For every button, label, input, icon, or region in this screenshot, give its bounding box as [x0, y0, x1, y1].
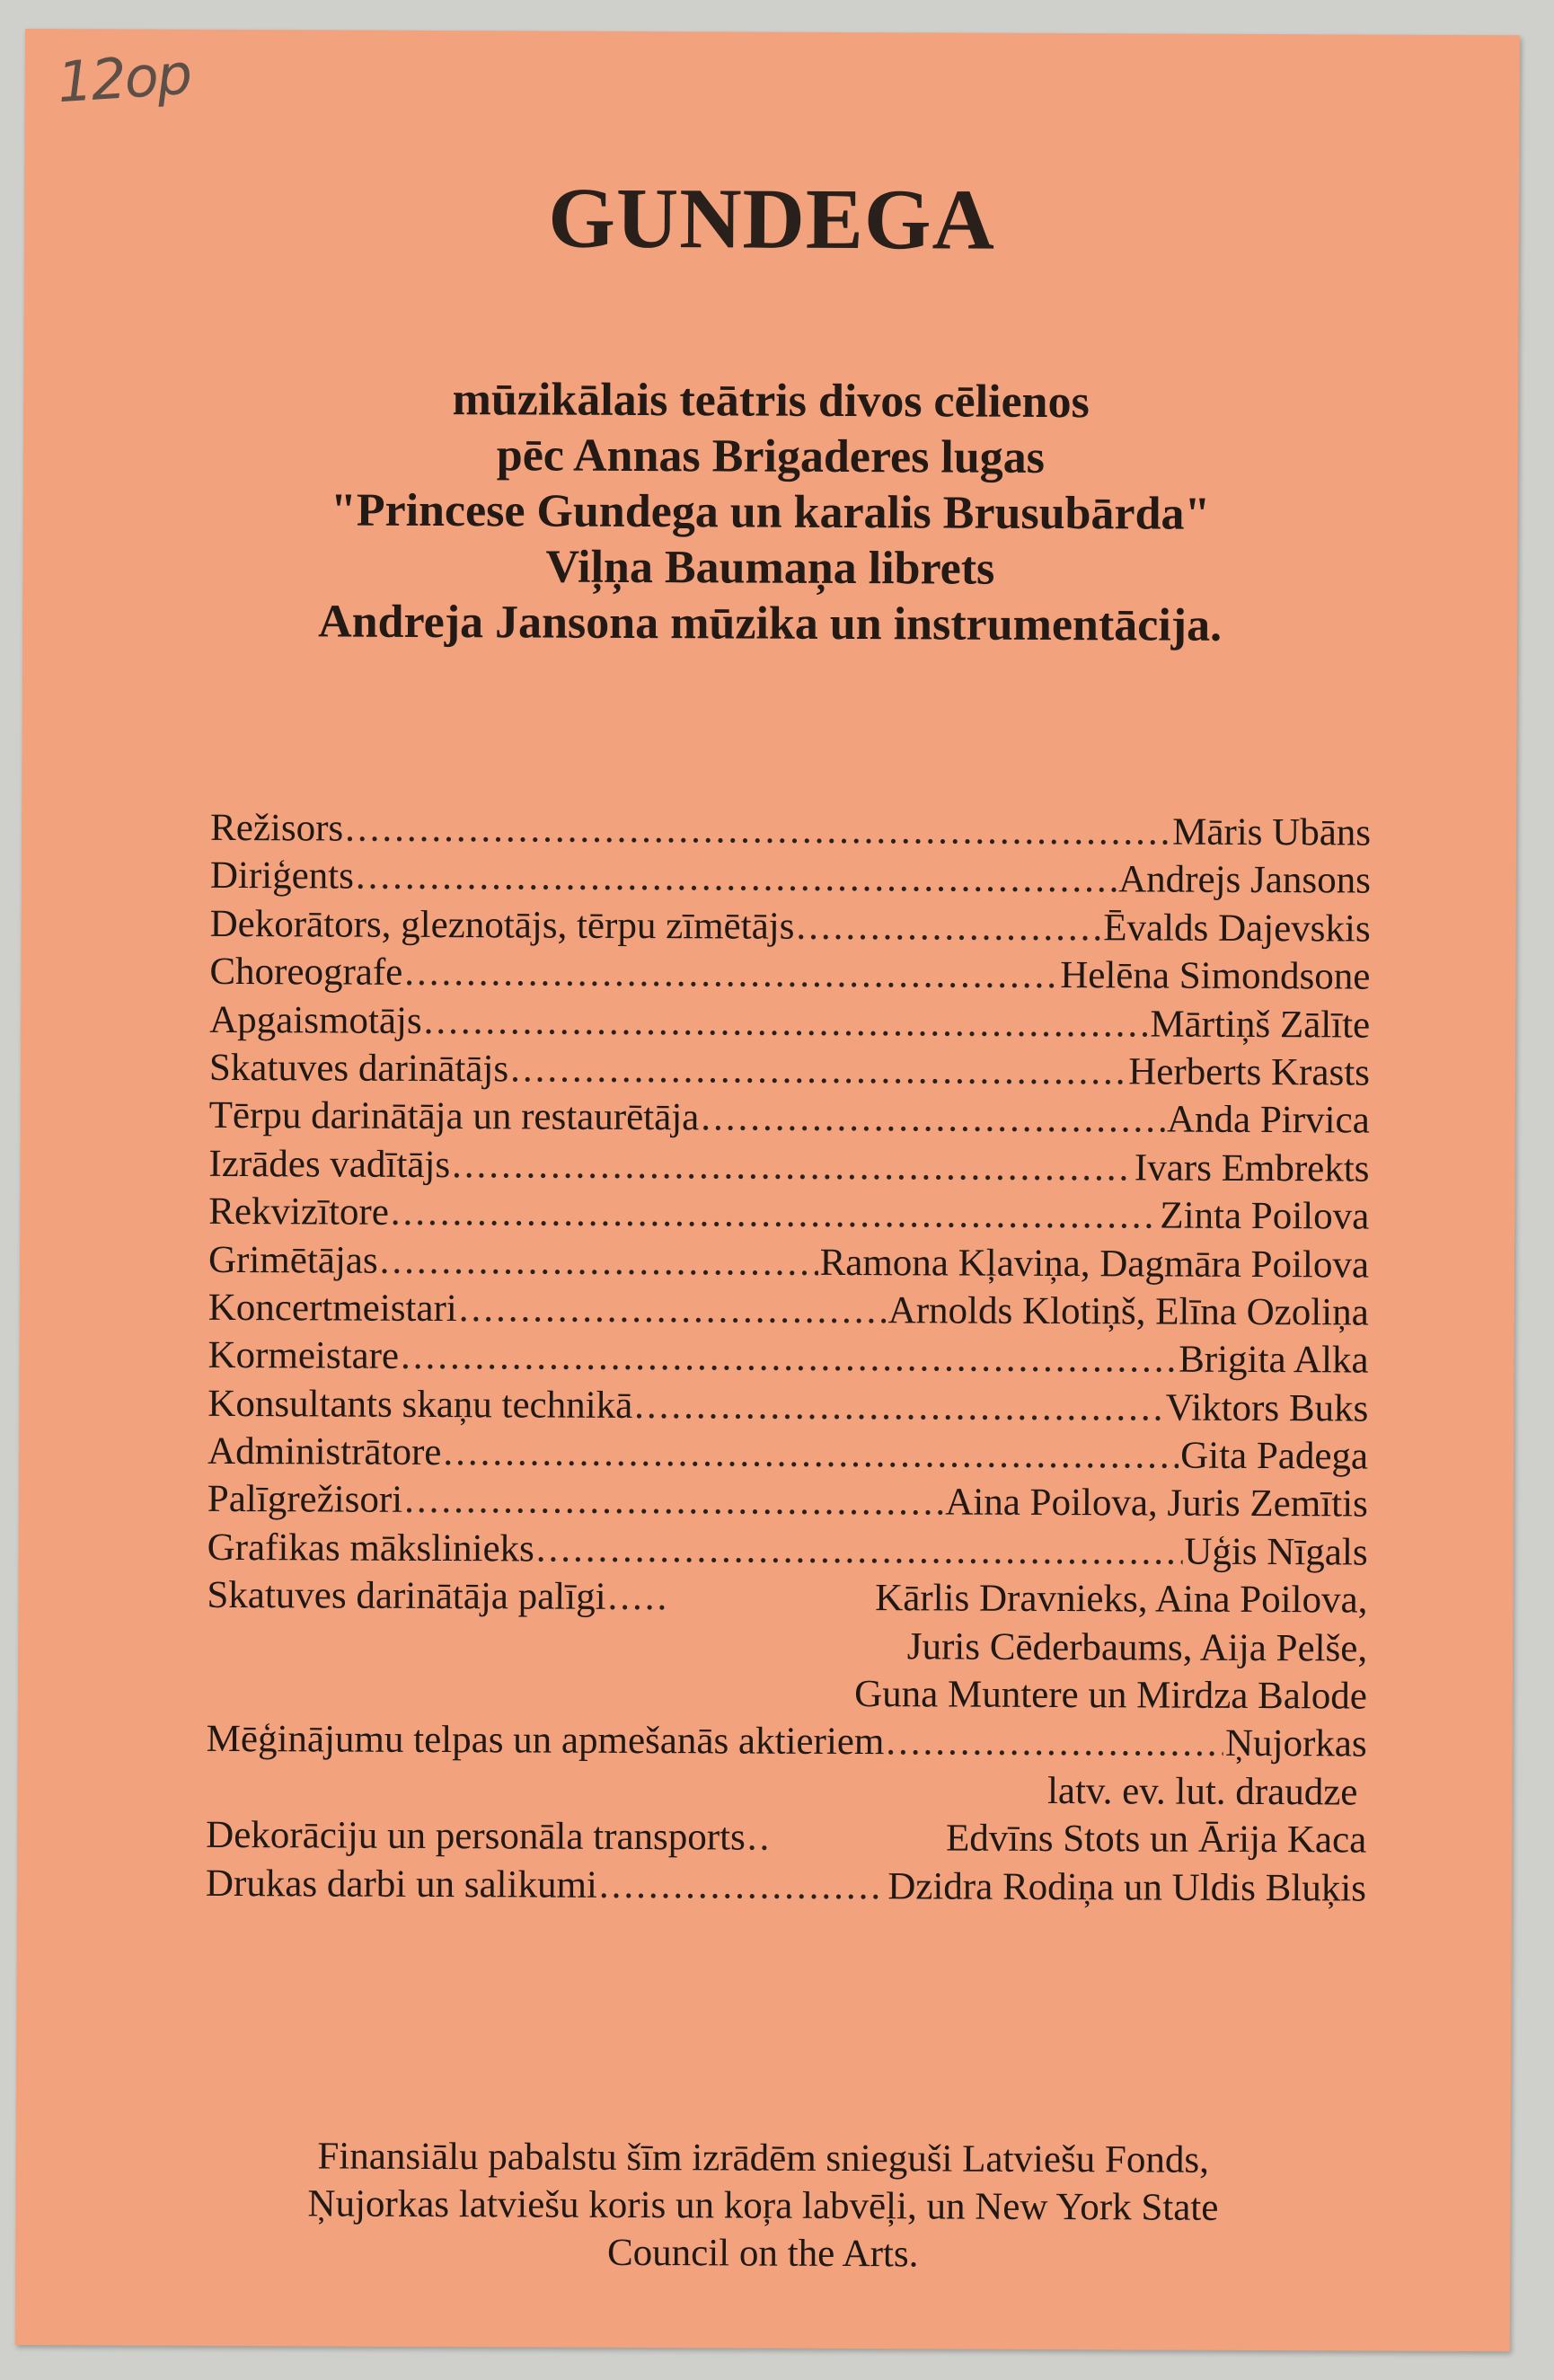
credit-role: Choreografe — [209, 951, 403, 995]
dot-leader — [536, 1525, 1183, 1576]
credit-name: Edvīns Stots un Ārija Kaca — [945, 1817, 1367, 1862]
dot-leader — [404, 1476, 943, 1526]
credit-name: Māris Ubāns — [1172, 810, 1372, 854]
credit-name: Brigita Alka — [1179, 1338, 1369, 1382]
dot-leader — [634, 1382, 1164, 1432]
credits-list — [206, 804, 1371, 1913]
credit-role: Koncertmeistari — [207, 1286, 457, 1331]
dot-leader — [391, 1189, 1159, 1240]
credit-role: Režisors — [210, 806, 344, 850]
credit-row — [207, 1524, 1368, 1577]
dot-leader — [452, 1141, 1133, 1192]
credit-role: Palīgrežisori — [207, 1478, 403, 1522]
credit-role: Kormeistare — [207, 1334, 400, 1378]
credit-row — [209, 1044, 1370, 1097]
credit-row — [207, 1571, 1367, 1624]
credit-role: Dekorāciju un personāla transports — [206, 1814, 746, 1859]
dot-leader — [404, 949, 1058, 1000]
credit-name: Zinta Poilova — [1160, 1194, 1370, 1238]
credit-name: Helēna Simondsone — [1060, 954, 1371, 998]
credit-continuation: Juris Cēderbaums, Aija Pelše, — [906, 1624, 1368, 1670]
credit-row — [210, 852, 1371, 905]
credit-role: Administrātore — [207, 1429, 442, 1474]
dot-leader — [747, 1814, 773, 1862]
credit-row — [208, 1140, 1369, 1193]
credit-row — [208, 1235, 1369, 1288]
credit-row — [210, 804, 1371, 857]
credit-row — [208, 1188, 1369, 1241]
credit-role: Apgaismotājs — [209, 998, 422, 1042]
credit-role: Skatuves darinātāja palīgi — [207, 1574, 606, 1619]
credit-row — [207, 1475, 1368, 1528]
dot-leader — [701, 1094, 1165, 1145]
credit-role: Dekorātors, gleznotājs, tērpu zīmētājs — [209, 902, 795, 948]
credit-role: Mēģinājumu telpas un apmešanās aktieriem — [206, 1718, 885, 1764]
dot-leader — [796, 903, 1101, 952]
credit-row — [209, 948, 1370, 1001]
funding-line: Ņujorkas latviešu koris un koŗa labvēļi, un New York State — [307, 2182, 1219, 2229]
credit-role: Tērpu darinātāja un restaurētāja — [208, 1094, 700, 1139]
credit-row — [207, 1428, 1368, 1481]
credit-continuation: latv. ev. lut. draudze — [1046, 1769, 1358, 1814]
subtitle-line: Andreja Jansona mūzika un instrumentācija. — [318, 596, 1223, 651]
dot-leader — [599, 1861, 887, 1910]
credit-row — [208, 1284, 1369, 1337]
dot-leader — [459, 1285, 887, 1334]
credit-role: Drukas darbi un salikumi — [205, 1862, 598, 1907]
credit-name: Ramona Kļaviņa, Dagmāra Poilova — [819, 1241, 1370, 1287]
credit-row — [207, 1332, 1368, 1385]
credit-name: Ivars Embrekts — [1134, 1146, 1370, 1190]
dot-leader — [356, 853, 1117, 904]
dot-leader — [345, 805, 1170, 856]
credit-row — [206, 1811, 1366, 1864]
credit-name: Kārlis Dravnieks, Aina Poilova, — [875, 1577, 1368, 1622]
credit-row — [207, 1380, 1368, 1433]
credit-role: Skatuves darinātājs — [208, 1046, 509, 1091]
credit-name: Dzidra Rodiņa un Uldis Bluķis — [887, 1864, 1367, 1910]
credit-name: Aina Poilova, Juris Zemītis — [945, 1481, 1368, 1526]
credit-name: Gita Padega — [1180, 1434, 1369, 1478]
subtitle-line: "Princese Gundega un karalis Brusubārda" — [330, 484, 1211, 540]
subtitle-line: Viļņa Baumaņa librets — [545, 541, 995, 595]
credit-name: Anda Pirvica — [1166, 1098, 1370, 1142]
page-title: GUNDEGA — [548, 169, 996, 268]
credit-row — [210, 900, 1371, 953]
credit-role: Konsultants skaņu technikā — [207, 1382, 633, 1427]
subtitle-line: mūzikālais teātris divos cēlienos — [452, 374, 1090, 429]
credit-name: Uģis Nīgals — [1184, 1530, 1368, 1574]
handwritten-note: 12op — [55, 40, 193, 116]
dot-leader — [510, 1045, 1126, 1095]
credit-row — [209, 995, 1370, 1048]
credit-role: Diriģents — [209, 854, 355, 898]
funding-line: Finansiālu pabalstu šīm izrādēm snieguši Latviešu Fonds, — [317, 2135, 1209, 2181]
credit-role: Izrādes vadītājs — [208, 1142, 451, 1186]
credit-row — [206, 1859, 1366, 1912]
dot-leader — [401, 1332, 1177, 1384]
credit-role: Rekvizītore — [208, 1190, 389, 1234]
subtitle-block — [22, 370, 1518, 655]
program-sheet — [15, 29, 1520, 2351]
credit-name: Ēvalds Dajevskis — [1103, 907, 1371, 951]
credit-name: Viktors Buks — [1165, 1386, 1369, 1430]
dot-leader — [380, 1236, 818, 1287]
credit-name: Mārtiņš Zālīte — [1150, 1003, 1371, 1047]
credit-role: Grimētājas — [207, 1238, 378, 1282]
credit-name: Ņujorkas — [1224, 1722, 1367, 1765]
credit-row — [207, 1715, 1367, 1768]
subtitle-line: pēc Annas Brigaderes lugas — [496, 429, 1046, 483]
dot-leader — [424, 997, 1149, 1048]
dot-leader — [443, 1429, 1179, 1480]
credit-role: Grafikas mākslinieks — [207, 1526, 534, 1570]
funding-acknowledgement — [15, 2131, 1511, 2280]
credit-continuation: Guna Muntere un Mirdza Balode — [854, 1673, 1368, 1718]
credit-name: Andrejs Jansons — [1118, 858, 1371, 902]
credit-name: Arnolds Klotiņš, Elīna Ozoliņa — [887, 1289, 1369, 1334]
credit-row — [209, 1092, 1370, 1145]
dot-leader — [607, 1573, 670, 1622]
credit-name: Herberts Krasts — [1128, 1050, 1371, 1094]
funding-line: Council on the Arts. — [606, 2231, 919, 2276]
dot-leader — [886, 1719, 1223, 1768]
